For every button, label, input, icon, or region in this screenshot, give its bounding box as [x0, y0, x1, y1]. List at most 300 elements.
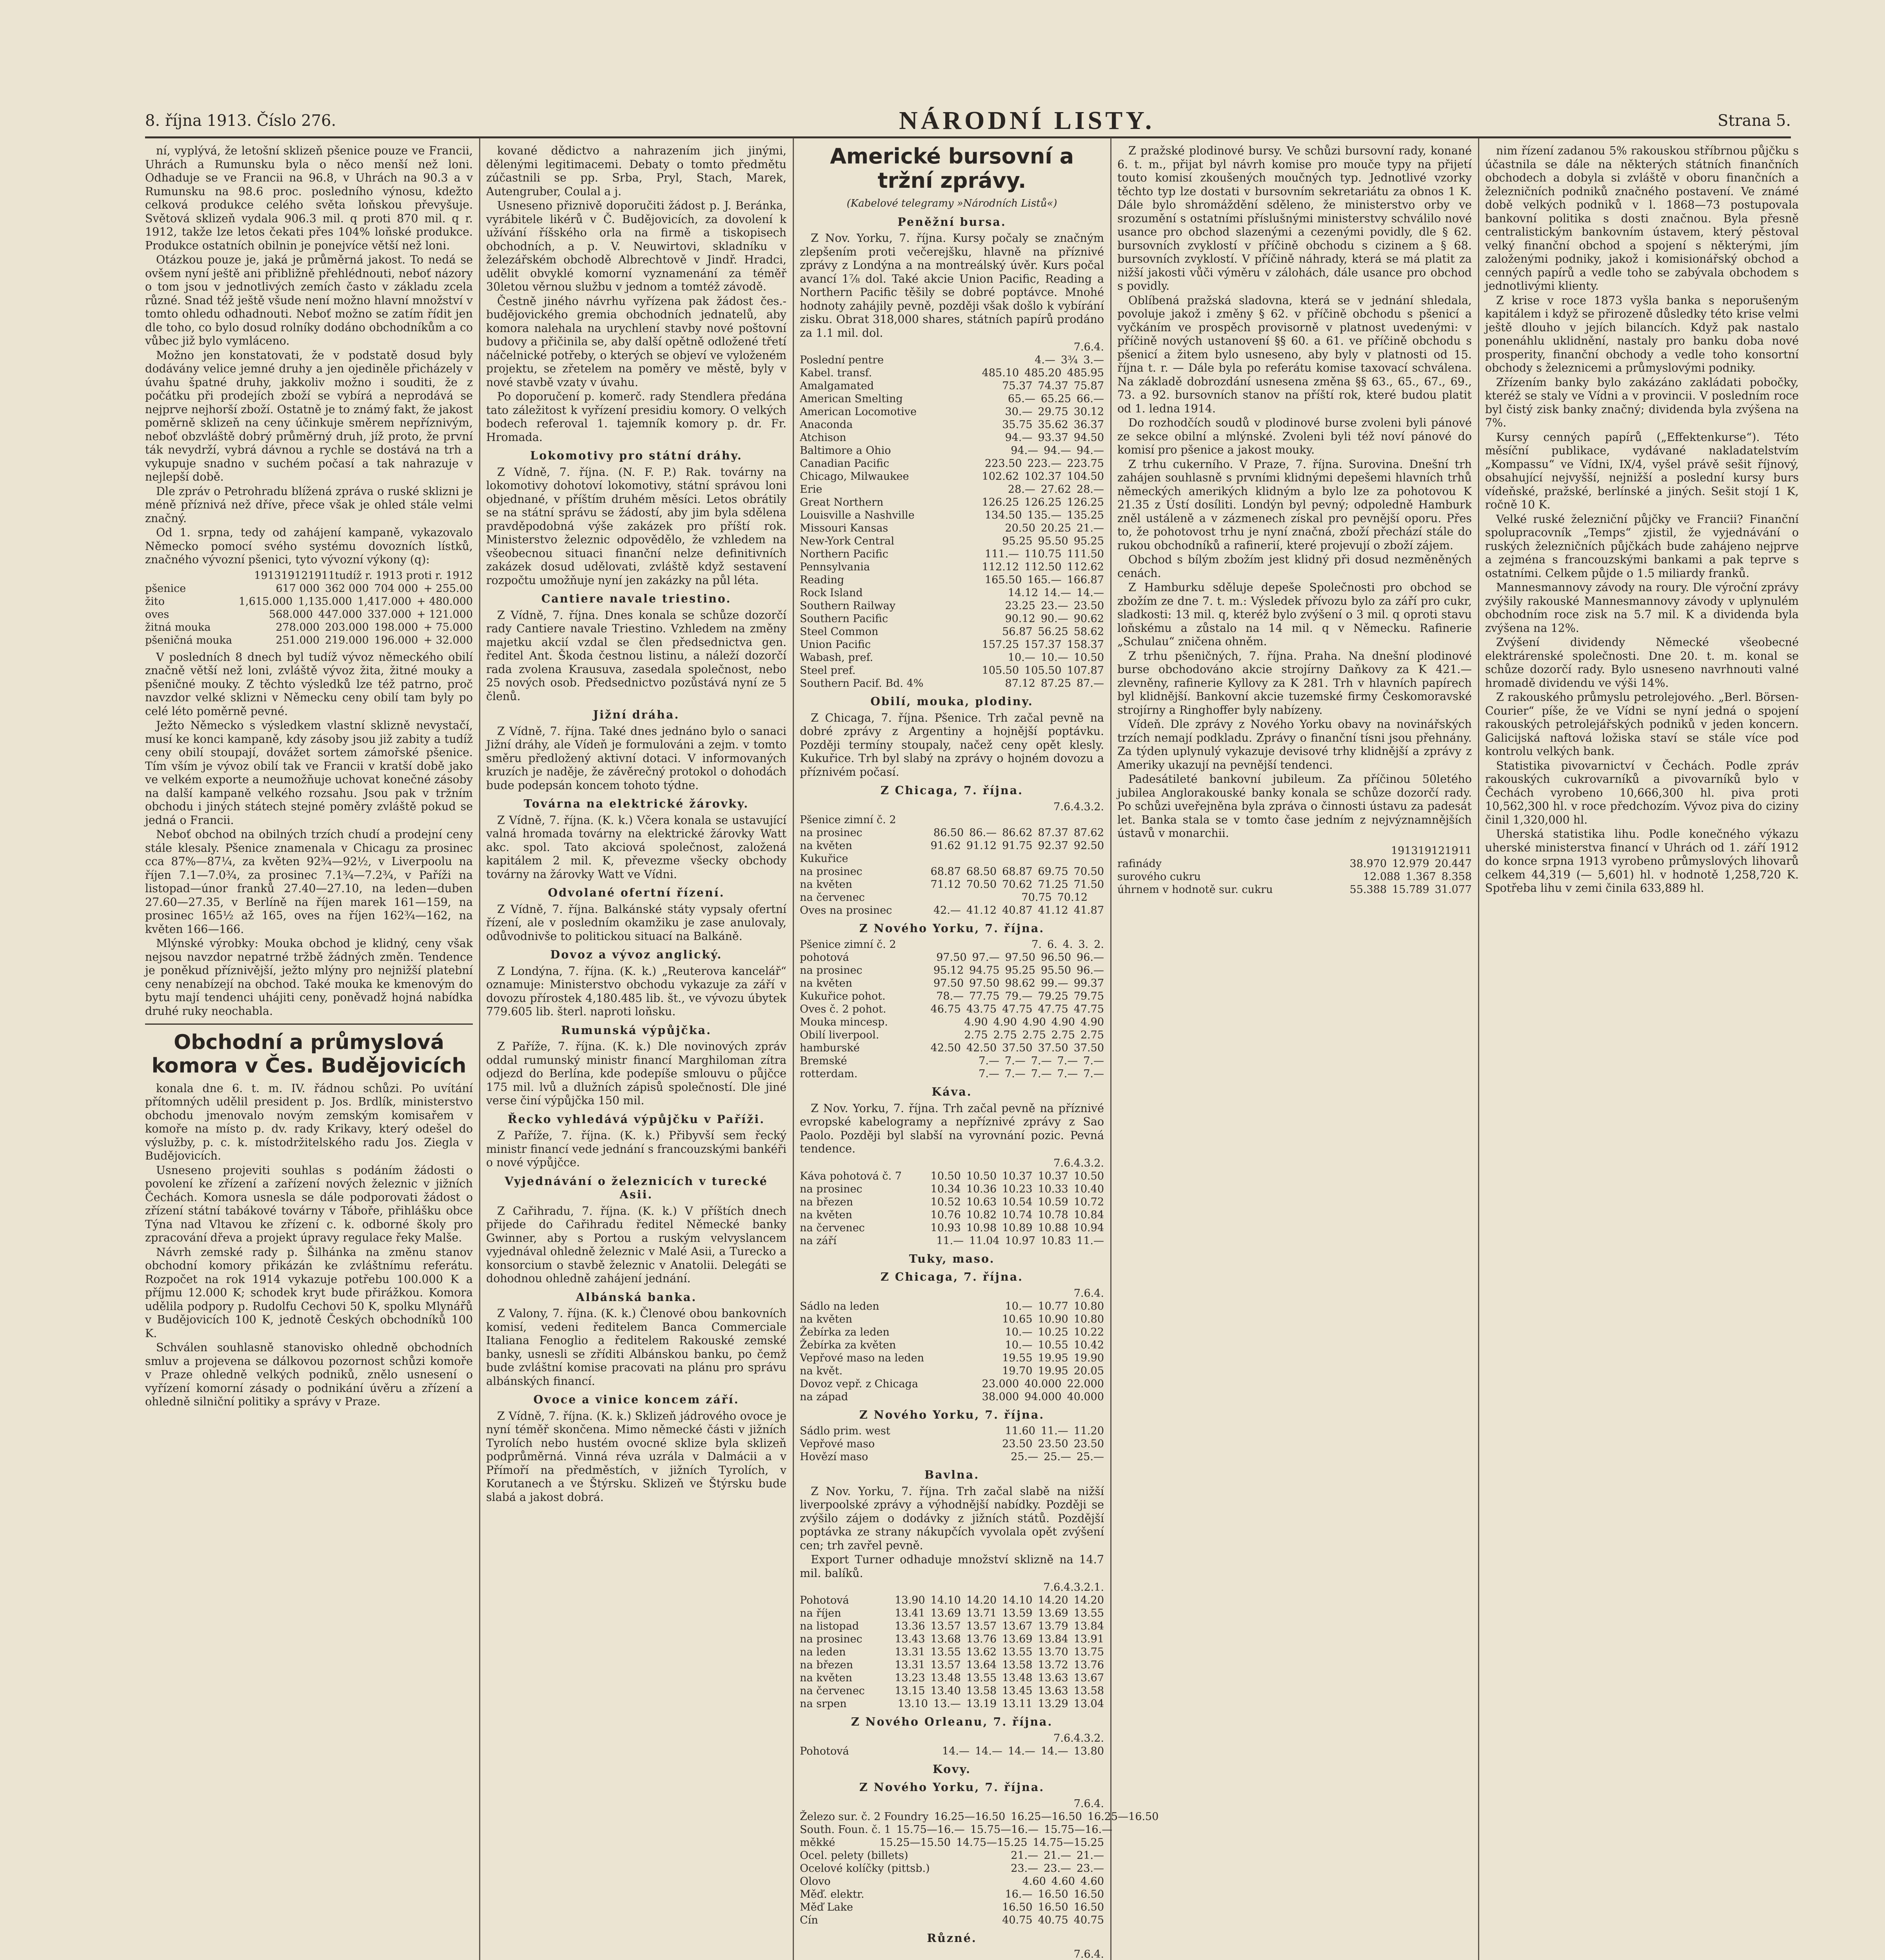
table-cell: Káva pohotová č. 7	[800, 1170, 902, 1182]
table-cell: 90.12	[1005, 613, 1035, 625]
table-cell: 1,135.000	[298, 595, 352, 608]
table-cell: 223.—	[1027, 457, 1062, 470]
bank-news-text	[1485, 144, 1799, 895]
table-cell: 134.50	[984, 509, 1022, 522]
table-cell: 19.95	[1038, 1365, 1068, 1377]
table-header	[800, 1157, 1104, 1170]
table-header-cell: 2.	[1084, 1581, 1094, 1594]
table-cell: 223.50	[984, 457, 1022, 470]
table-cell: 19.90	[1073, 1352, 1104, 1364]
table-cell: 13.62	[966, 1646, 997, 1659]
table-row	[800, 483, 1104, 496]
column-rule	[1110, 138, 1111, 1960]
paragraph: Zřízením banky bylo zakázáno zakládati pobočky, kteréž se staly ve Vídni a v provincii. V posledním roce byl čistý zisk banky značný; dividenda byla zvýšena na 7%.	[1485, 376, 1799, 429]
table-cell: 105.50	[1024, 664, 1062, 677]
table-row	[800, 470, 1104, 483]
news-item-title: Dovoz a vývoz anglický.	[550, 948, 723, 961]
paragraph: Z krise v roce 1873 vyšla banka s neporušeným kapitálem i když se přirozeně důsledky této krise velmi ještě dlouho v jejích bilancích. Když pak nastalo ponenáhlu uklidnění, nastaly pro banku doba nové prosperity, finanční obchody a vedle toho konsortní obchody s železnicemi a průmyslovými podniky.	[1485, 294, 1799, 374]
table-cell: 38.000	[982, 1390, 1019, 1403]
table-cell: úhrnem v hodnotě sur. cukru	[1117, 883, 1273, 896]
table-row	[800, 1042, 1104, 1054]
table-row	[800, 1659, 1104, 1671]
table-cell: 7.—	[1031, 1055, 1052, 1067]
table-cell: 1,615.000	[238, 595, 293, 608]
table-cell: 10.50	[930, 1170, 961, 1182]
table-cell: 21.—	[1044, 1849, 1071, 1862]
table-header-cell: 3.	[1073, 1581, 1084, 1594]
table-cell: 196.000	[374, 634, 418, 646]
table-cell: 95.25	[1002, 535, 1033, 548]
table-cell: 14.—	[1041, 1745, 1068, 1757]
table-cell: Dovoz vepř. z Chicaga	[800, 1377, 918, 1390]
section-title-american-markets: Americké bursovní a tržní zprávy.	[830, 144, 1074, 193]
table-row	[800, 1067, 1104, 1080]
table-row	[800, 496, 1104, 509]
table-cell: 10.74	[1002, 1209, 1033, 1221]
paragraph: Schválen souhlasně stanovisko ohledně obchodních smluv a projevena se dálkovou pozornost schůzi komoře v Praze ohledně velkých podniků, znělo usnesení o vyřízení komorní zásady o podnikání úvěru a zřízení a ohledně silniční politiky a správy v Praze.	[145, 1341, 473, 1408]
table-cell: Southern Railway	[800, 600, 896, 612]
table-cell: 251.000	[276, 634, 320, 646]
table-cell: 10.25	[1038, 1326, 1068, 1338]
table-cell: 198.000	[374, 621, 418, 633]
table-cell: 41.12	[1038, 904, 1068, 916]
table-cell: 35.75	[1002, 419, 1033, 431]
table-cell: Sádlo na leden	[800, 1300, 879, 1312]
table-cell: + 121.000	[417, 608, 473, 621]
table-cell: 14.20	[1073, 1594, 1104, 1607]
market-heading: Z Chicaga, 7. října.	[881, 784, 1023, 797]
table-cell: 165.50	[984, 574, 1022, 586]
news-item-text: Z Vídně, 7. října. (K. k.) Sklizeň jádrového ovoce je nyní téměř skončena. Mimo německé části v jižních Tyrolích nebo hustém ovocné sklize byla sklizeň podprůměrná. Vinná réva uzrála v Dalmácii a v Přímoří na předměstích, v jižních Tyrolích, v Korutanech a ve Štýrsku. Sklizeň ve Štýrsku bude slabá a jakost dobrá.	[486, 1409, 786, 1504]
table-cell: 14.20	[966, 1594, 997, 1607]
table-header-cell: 2.	[1094, 1732, 1104, 1744]
table-cell: 66.—	[1077, 393, 1104, 405]
table-cell: 7.—	[1083, 1055, 1104, 1067]
table-row	[800, 664, 1104, 677]
table-cell: Northern Pacific	[800, 548, 888, 561]
table-cell: 568.000	[269, 608, 313, 621]
table-header	[800, 1581, 1104, 1594]
market-text: Z Nov. Yorku, 7. října. Trh začal pevně na příznivé evropské kabelogramy a nepříznivé zprávy z Sao Paolo. Později byl slabší na vyrovnání pozic. Pevná tendence.	[800, 1102, 1104, 1156]
table-cell: 98.62	[1005, 977, 1035, 990]
table-cell: Oves č. 2 pohot.	[800, 1003, 886, 1016]
table-cell: 23.50	[1073, 600, 1104, 612]
table-cell: 13.43	[895, 1633, 925, 1646]
table-cell: 11.04	[969, 1234, 1000, 1247]
table-cell: pšeničná mouka	[145, 634, 232, 646]
table-cell: 23.50	[1002, 1438, 1033, 1450]
table-cell: 70.75	[1021, 891, 1052, 904]
table-cell: Železo sur. č. 2 Foundry	[800, 1810, 929, 1823]
table-cell: 21.—	[1077, 1849, 1104, 1862]
table-cell: 13.55	[930, 1646, 961, 1659]
table-cell: 95.50	[1038, 535, 1068, 548]
table-row	[800, 1671, 1104, 1684]
table-cell: měkké	[800, 1836, 835, 1849]
table-cell: 13.70	[1038, 1646, 1068, 1659]
table-cell: 87.25	[1041, 677, 1071, 690]
paragraph: Usneseno přiznivě doporučiti žádost p. J. Beránka, vyrábitele likérů v Č. Budějovicích, za dovolení k užívání říšského orla na firmě a tiskopisech obchodních, a p. V. Neuwirtovi, skladníku v železářském obchodě Albrechtově v Jindř. Hradci, udělit obvyklé komorní vyznamenání za téměř 30letou věrnou službu v jednom a tomtéž závodě.	[486, 199, 786, 293]
table-cell: 13.58	[1073, 1685, 1104, 1697]
news-item-text: Z Vídně, 7. října. Dnes konala se schůze dozorčí rady Cantiere navale Triestino. Vzhledem na změny majetku akcií vzdal se člen předsednictva gen. ředitel Ant. Škoda čestnou listinu, a náleží dozorčí rada zvolena Krausuva, zasedala společnost, nebo 25 nových osob. Předsednictvo pozůstává nyní ze 5 členů.	[486, 608, 786, 703]
table-cell: 19.70	[1002, 1365, 1033, 1377]
table-cell: 86.62	[1002, 826, 1033, 839]
table-row	[800, 1234, 1104, 1247]
paragraph: Po doporučení p. komerč. rady Stendlera předána tato záležitost k vyřízení presidiu komory. O velkých bodech referoval 1. tajemník komory p. dr. Fr. Hromada.	[486, 390, 786, 444]
table-cell: Anaconda	[800, 419, 853, 431]
table-cell: 40.87	[1002, 904, 1033, 916]
table-cell: 13.76	[966, 1633, 997, 1646]
paragraph: V posledních 8 dnech byl tudíž vývoz německého obilí značně větší než loni, zvláště vývoz žita, žitné mouky a pšeničné mouky. Z těchto výsledků lze též patrno, proč navzdor velké sklizni v Německu ceny obilí tam byly po celé léto poměrně pevné.	[145, 650, 473, 718]
table-row	[800, 1633, 1104, 1646]
table-row	[800, 1594, 1104, 1607]
paragraph: Z rakouského průmyslu petrolejového. „Berl. Börsen-Courier“ píše, že ve Vídni se nyní jedná o spojení rakouských petrolejářských podniků v jeden koncern. Galicijská naftová ložiska staví se stále více pod kontrolu velkých bank.	[1485, 691, 1799, 758]
table-cell: 70.50	[966, 878, 997, 891]
table-cell: + 75.000	[423, 621, 473, 633]
table-cell: 29.75	[1038, 406, 1068, 418]
table-cell: 166.87	[1067, 574, 1104, 586]
table-cell: 13.45	[1002, 1685, 1033, 1697]
table-cell: 68.87	[930, 865, 961, 878]
table-cell: 14.—	[975, 1745, 1002, 1757]
table-cell: 38.970	[1349, 857, 1387, 870]
table-cell: 1,417.000	[357, 595, 412, 608]
table-header	[800, 1948, 1104, 1960]
table-cell: 2.	[1094, 938, 1104, 951]
table-cell: 4.90	[993, 1016, 1017, 1029]
table-cell: 112.12	[982, 561, 1019, 573]
table-cell: 14.—	[1077, 587, 1104, 599]
table-header	[800, 1797, 1104, 1810]
table-cell: 22.000	[1067, 1377, 1104, 1390]
table-cell: 13.76	[1073, 1659, 1104, 1671]
table-cell: 43.75	[966, 1003, 997, 1016]
table-row	[800, 964, 1104, 977]
table-row	[1117, 857, 1472, 870]
paragraph: Vídeň. Dle zprávy z Nového Yorku obavy na novinářských trzích nemají podkladu. Zprávy o finanční tísni jsou přehnány. Za týden uplynulý vykazuje devisové trhy klidnější a zprávy z Ameriky ukazují na pevnější tendenci.	[1117, 718, 1472, 771]
table-cell: 223.75	[1067, 457, 1104, 470]
table-cell: 99.—	[1041, 977, 1068, 990]
table-cell: 112.50	[1024, 561, 1062, 573]
news-items	[486, 449, 786, 1504]
table-row	[800, 1390, 1104, 1403]
paragraph: Z trhu pšeničných, 7. října. Praha. Na dnešní plodinové burse obchodováno akcie strojírny Daňkovy za K 421.— zlevněny, rafinerie Kyllovy za K 281. Trh v hlavních papírech byl klidnější. Bankovní akcie tuzemské firmy Českomoravské strojírny a Ringhoffer byly nabízeny.	[1117, 649, 1472, 717]
table-header-cell: 6.	[1084, 1797, 1094, 1810]
table-cell: 157.25	[982, 639, 1019, 651]
table-row	[145, 595, 473, 608]
table-cell: 47.75	[1073, 1003, 1104, 1016]
table-row	[800, 573, 1104, 586]
table-cell: Bremské	[800, 1055, 847, 1067]
table-cell: 94.—	[1011, 445, 1039, 457]
table-cell: 13.15	[895, 1685, 925, 1697]
table-cell: 16.25—16.50	[1087, 1810, 1159, 1823]
table-cell: 4.60	[1022, 1875, 1046, 1887]
table-row	[800, 1221, 1104, 1234]
table-cell: 40.75	[1038, 1914, 1068, 1926]
table-cell: 87.62	[1073, 826, 1104, 839]
table-cell: 56.25	[1038, 626, 1068, 638]
table-row	[800, 1016, 1104, 1029]
table-cell: 19.95	[1038, 1352, 1068, 1364]
table-row	[800, 1003, 1104, 1016]
table-row	[800, 612, 1104, 625]
table-cell: 13.79	[1038, 1620, 1068, 1633]
column-rule	[1478, 138, 1479, 1960]
market-heading: Z Nového Yorku, 7. října.	[859, 1408, 1045, 1421]
table-row	[800, 813, 1104, 826]
table-cell: 10.63	[966, 1196, 997, 1208]
table-cell: Měď. elektr.	[800, 1888, 864, 1900]
table-cell: 97.50	[933, 977, 964, 990]
table-cell: 7.—	[1004, 1055, 1026, 1067]
table-cell: Kukuřice pohot.	[800, 990, 886, 1003]
table-cell: 10.98	[966, 1221, 997, 1234]
news-item-title: Jižní dráha.	[593, 708, 680, 721]
table-cell: 111.—	[984, 548, 1019, 561]
table-cell: American Smelting	[800, 393, 903, 405]
table-row	[800, 1862, 1104, 1875]
table-cell: 69.75	[1038, 865, 1068, 878]
table-cell: 13.58	[966, 1685, 997, 1697]
table-cell: 12.088	[1363, 870, 1400, 883]
table-cell: 30.—	[1005, 406, 1033, 418]
table-cell: 111.50	[1067, 548, 1104, 561]
table-cell: na květen	[800, 839, 852, 852]
table-row	[800, 1849, 1104, 1862]
table-row	[800, 891, 1104, 904]
table-cell: na prosinec	[800, 1183, 863, 1195]
grain-report-text	[145, 144, 473, 567]
table-cell: 13.63	[1038, 1672, 1068, 1684]
table-cell: Cín	[800, 1914, 818, 1926]
news-item-title: Řecko vyhledává výpůjčku v Paříži.	[507, 1112, 765, 1126]
table-header-cell	[800, 1581, 1043, 1594]
table-cell: 10.33	[1038, 1183, 1068, 1195]
table-cell: 10.52	[930, 1196, 961, 1208]
table-cell: 46.75	[930, 1003, 961, 1016]
market-heading: Z Nového Yorku, 7. října.	[859, 1780, 1045, 1794]
table-cell: na květen	[800, 878, 852, 891]
table-cell: 16.50	[1002, 1901, 1033, 1913]
news-item-title: Vyjednávání o železnicích v turecké Asii.	[505, 1174, 768, 1201]
table-row	[800, 1183, 1104, 1196]
table-cell: 10.—	[1008, 652, 1035, 664]
table-cell: Pšenice zimní č. 2	[800, 813, 896, 826]
table-cell: 20.05	[1073, 1365, 1104, 1377]
table-cell: 28.—	[1077, 483, 1104, 496]
paragraph: Otázkou pouze je, jaká je průměrná jakost. To nedá se ovšem nyní ještě ani přibližně přehlédnouti, neboť názory o tom jsou v jednotlivých zemích často v základu zcela různé. Snad též ještě všude není možno hlavní množství v tomto ohledu odhadnouti. Neboť možno se zatím řídit jen dle toho, co bylo dosud rolníky dodáno obchodníkům a co vůbec již bylo vymláceno.	[145, 253, 473, 347]
table-cell: 47.75	[1002, 1003, 1033, 1016]
table-cell: 10.78	[1038, 1209, 1068, 1221]
table-cell: Union Pacific	[800, 639, 871, 651]
paragraph: ní, vyplývá, že letošní sklizeň pšenice pouze ve Francii, Uhrách a Rumunsku byla o něco menší než loni. Odhaduje se ve Francii na 96.8, v Uhrách na 90.3 a v Rumunsku na 98.6 proc. posledního výnosu, kdežto celková produkce celého světa loňskou převyšuje. Světová sklizeň vydala 906.3 mil. q proti 870 mil. q r. 1912, takže lze letos čekati přes 104% loňské produkce. Produkce ostatních obilnin je ponejvíce větší než loni.	[145, 144, 473, 252]
table-cell: 55.388	[1349, 883, 1387, 896]
table-cell: 13.84	[1038, 1633, 1068, 1646]
table-cell: 95.25	[1073, 535, 1104, 548]
table-cell: 37.50	[1038, 1042, 1068, 1054]
table-cell: 13.10	[897, 1698, 928, 1710]
table-cell: 94.50	[1073, 432, 1104, 444]
table-cell: 79.25	[1038, 990, 1068, 1003]
table-cell: 23.25	[1005, 600, 1035, 612]
table-header-cell: 6.	[1084, 1287, 1094, 1299]
news-item-text: Z Valony, 7. října. (K. k.) Členové obou bankovních komisí, vedeni ředitelem Banca Commerciale Italiana Fenoglio a ředitelem Rakouské zemské banky, usnesli se zříditi Albánskou banku, po čemž bude zvláštní komise pracovati na plánu pro správu albánských financí.	[486, 1307, 786, 1388]
page-header	[145, 105, 1791, 138]
table-cell: 158.37	[1067, 639, 1104, 651]
subsection-title: Obilí, mouka, plodiny.	[870, 695, 1033, 708]
table-cell: 15.25—15.50	[879, 1836, 951, 1849]
table-header-cell: 4.	[1073, 800, 1084, 813]
table-header-cell: 1.	[1094, 1581, 1104, 1594]
table-cell: + 480.000	[417, 595, 473, 608]
table-header-cell: 4.	[1073, 1732, 1084, 1744]
table-cell: 35.62	[1038, 419, 1068, 431]
table-cell: 95.12	[933, 964, 964, 977]
table-cell: pšenice	[145, 582, 186, 595]
table-row	[800, 431, 1104, 444]
table-cell: pohotová	[800, 951, 849, 964]
table-cell: 65.—	[1008, 393, 1035, 405]
table-header-cell: 6.	[1084, 341, 1094, 354]
table-cell: 447.000	[318, 608, 362, 621]
paragraph: nim řízení zadanou 5% rakouskou stříbrnou půjčku s účastnila se dále na některých státních finančních obchodech a dobyla si zvláště v oboru finančních a železničních podniků značného postavení. Ve známé době velkých podniků v l. 1868—73 postupovala bankovní politika s dosti značnou. Byla přesně centralistickým bankovním ústavem, který pěstoval velký finanční obchod a spojení s některými, jím založenými podniky, jakož i komisionářský obchod a cenných papírů a vedle toho se zabývala obchodem s jednotlivými klienty.	[1485, 144, 1799, 292]
paragraph: Dle zpráv o Petrohradu blížená zpráva o ruské sklizni je méně příznivá než dříve, přece však je ohled stále velmi značný.	[145, 485, 473, 525]
table-cell: 157.37	[1024, 639, 1062, 651]
subsection-title: Různé.	[927, 1931, 977, 1945]
paragraph: Usneseno projeviti souhlas s podáním žádosti o povolení ke zřízení a zařízení nových železnic v jižních Čechách. Komora usnesla se dále podporovati žádost o zřízení státní tabákové továrny v Táboře, přihlášku obce Týna nad Vltavou ke zřízení c. k. odborné školy pro zpracování dřeva a projekt úpravy regulace řeky Malše.	[145, 1163, 473, 1245]
table-cell: 105.50	[982, 664, 1019, 677]
table-cell: 23.—	[1011, 1862, 1039, 1875]
table-cell: 78.—	[936, 990, 964, 1003]
table-cell: 126.25	[982, 496, 1019, 509]
table-cell: 10.65	[1002, 1313, 1033, 1325]
table-cell: 10.23	[1002, 1183, 1033, 1195]
table-row	[800, 1697, 1104, 1710]
table-cell: + 32.000	[423, 634, 473, 646]
table-cell: 13.67	[1073, 1672, 1104, 1684]
table-cell: New-York Central	[800, 535, 894, 548]
table-cell: 12.979	[1392, 857, 1429, 870]
news-item-text: Z Vídně, 7. října. Také dnes jednáno bylo o sanaci Jižní dráhy, ale Vídeň je formulováni a zejm. v tomto směru předložený aktivní dotaci. V informovaných kruzích je naděje, že závěrečný protokol o dohodách bude podepsán koncem tohoto týdne.	[486, 724, 786, 792]
table-cell: 86.—	[969, 826, 997, 839]
table-cell: 19.55	[1002, 1352, 1033, 1364]
table-cell: 14.12	[1008, 587, 1039, 599]
table-cell: 10.80	[1073, 1300, 1104, 1312]
table-cell: Chicago, Milwaukee	[800, 470, 909, 483]
table-cell: 10.55	[1038, 1339, 1068, 1351]
komora-article-text	[145, 1082, 473, 1409]
table-cell: rafinády	[1117, 857, 1162, 870]
table-row	[800, 1810, 1159, 1823]
table-cell: 4.60	[1080, 1875, 1104, 1887]
export-table	[145, 569, 473, 647]
table-cell: 10.—	[1041, 652, 1068, 664]
table-header-cell	[800, 800, 1053, 813]
table-row	[800, 1901, 1104, 1914]
table-cell: 41.12	[966, 904, 997, 916]
table-cell: 2.75	[993, 1029, 1017, 1042]
table-cell: 3.	[1078, 938, 1089, 951]
table-cell: 36.37	[1073, 419, 1104, 431]
table-header-cell: 1912	[1418, 844, 1445, 857]
table-cell: 2.75	[1022, 1029, 1046, 1042]
table-cell: 25.—	[1011, 1451, 1039, 1463]
table-cell: 20.50	[1005, 522, 1035, 535]
table-cell: 13.41	[895, 1607, 925, 1620]
table-row	[800, 1196, 1104, 1209]
table-cell: na květen	[800, 1209, 852, 1221]
table-cell: 485.10	[982, 367, 1019, 379]
table-cell: 11.60	[1005, 1425, 1035, 1437]
table-cell: rotterdam.	[800, 1068, 858, 1080]
subsection-title: Káva.	[932, 1085, 972, 1099]
table-cell: 10.77	[1038, 1300, 1068, 1312]
table-row	[800, 1875, 1104, 1888]
table-cell: 10.22	[1073, 1326, 1104, 1338]
table-row	[800, 1620, 1104, 1633]
paragraph: Mannesmannovy závody na roury. Dle výroční zprávy zvýšily rakouské Mannesmannovy závody v uplynulém obchodním roce zisk na 5.7 mil. K a dividenda byla zvýšena na 12%.	[1485, 581, 1799, 635]
table-cell: 2.75	[1080, 1029, 1104, 1042]
table-cell: 15.789	[1392, 883, 1429, 896]
table-row	[800, 1437, 1104, 1450]
paragraph: Do rozhodčích soudů v plodinové burse zvoleni byli pánové ze sekce obilní a mlýnské. Zvoleni byli též noví pánové do komisí pro pšenice a jakost mouky.	[1117, 416, 1472, 456]
table-row	[800, 509, 1104, 522]
table-cell: 15.75—16.—	[896, 1823, 965, 1836]
table-header-cell: 7.	[1073, 1797, 1084, 1810]
table-cell: Měď Lake	[800, 1901, 853, 1913]
table-cell: Kabel. transf.	[800, 367, 872, 379]
news-item-title: Továrna na elektrické žárovky.	[523, 797, 749, 810]
table-cell: 13.57	[930, 1659, 961, 1671]
news-item-title: Cantiere navale triestino.	[541, 592, 732, 605]
table-cell: 21.—	[1077, 522, 1104, 535]
table-row	[145, 608, 473, 621]
table-cell: 13.11	[1002, 1698, 1033, 1710]
table-cell: + 255.00	[423, 582, 473, 595]
table-cell: 27.62	[1041, 483, 1071, 496]
table-cell: 13.31	[895, 1659, 925, 1671]
table-cell: 71.50	[1073, 878, 1104, 891]
paragraph: Čestně jiného návrhu vyřízena pak žádost čes.-budějovického gremia obchodních jednatelů, aby komora nalehala na urychlení stavby nové poštovní budovy a přičinila se, aby další opětně odložené třetí náčelnické potřeby, o kterých se objeví ve vyloženém projektu, se zřetelem na poměry ve městě, byly v nové stavbě vzaty v úvahu.	[486, 294, 786, 389]
table-cell: na prosinec	[800, 865, 863, 878]
table-cell: 13.69	[1002, 1633, 1033, 1646]
table-cell: Amalgamated	[800, 380, 874, 392]
table-cell: 7.	[1031, 938, 1042, 951]
table-cell: 10.50	[1073, 1170, 1104, 1182]
table-cell: surového cukru	[1117, 870, 1201, 883]
table-row	[800, 354, 1104, 367]
market-text: Z Chicaga, 7. října. Pšenice. Trh začal pevně na dobré zprávy z Argentiny a hojnější poptávku. Později termíny stoupaly, načež ceny opět klesly. Kukuřice. Trh byl slabý na zprávy o hojném dovozu a příznivém počasí.	[800, 711, 1104, 779]
table-cell: 7.—	[1057, 1068, 1078, 1080]
table-cell: 4.—	[1035, 354, 1055, 367]
table-header-cell	[800, 1948, 1074, 1960]
table-row	[145, 634, 473, 647]
table-cell: 91.62	[930, 839, 961, 852]
table-header-cell: 1911	[308, 569, 335, 582]
table-row	[800, 651, 1104, 664]
table-cell: 102.62	[982, 470, 1019, 483]
table-cell: Kukuřice	[800, 852, 848, 865]
news-item-title: Albánská banka.	[576, 1290, 697, 1304]
table-cell: na západ	[800, 1390, 848, 1403]
table-cell: 126.25	[1067, 496, 1104, 509]
table-cell: 96.50	[1041, 951, 1071, 964]
table-cell: 10.84	[1073, 1209, 1104, 1221]
table-cell: Žebírka za květen	[800, 1339, 896, 1351]
table-cell: American Locomotive	[800, 406, 917, 418]
table-cell: Atchison	[800, 432, 846, 444]
